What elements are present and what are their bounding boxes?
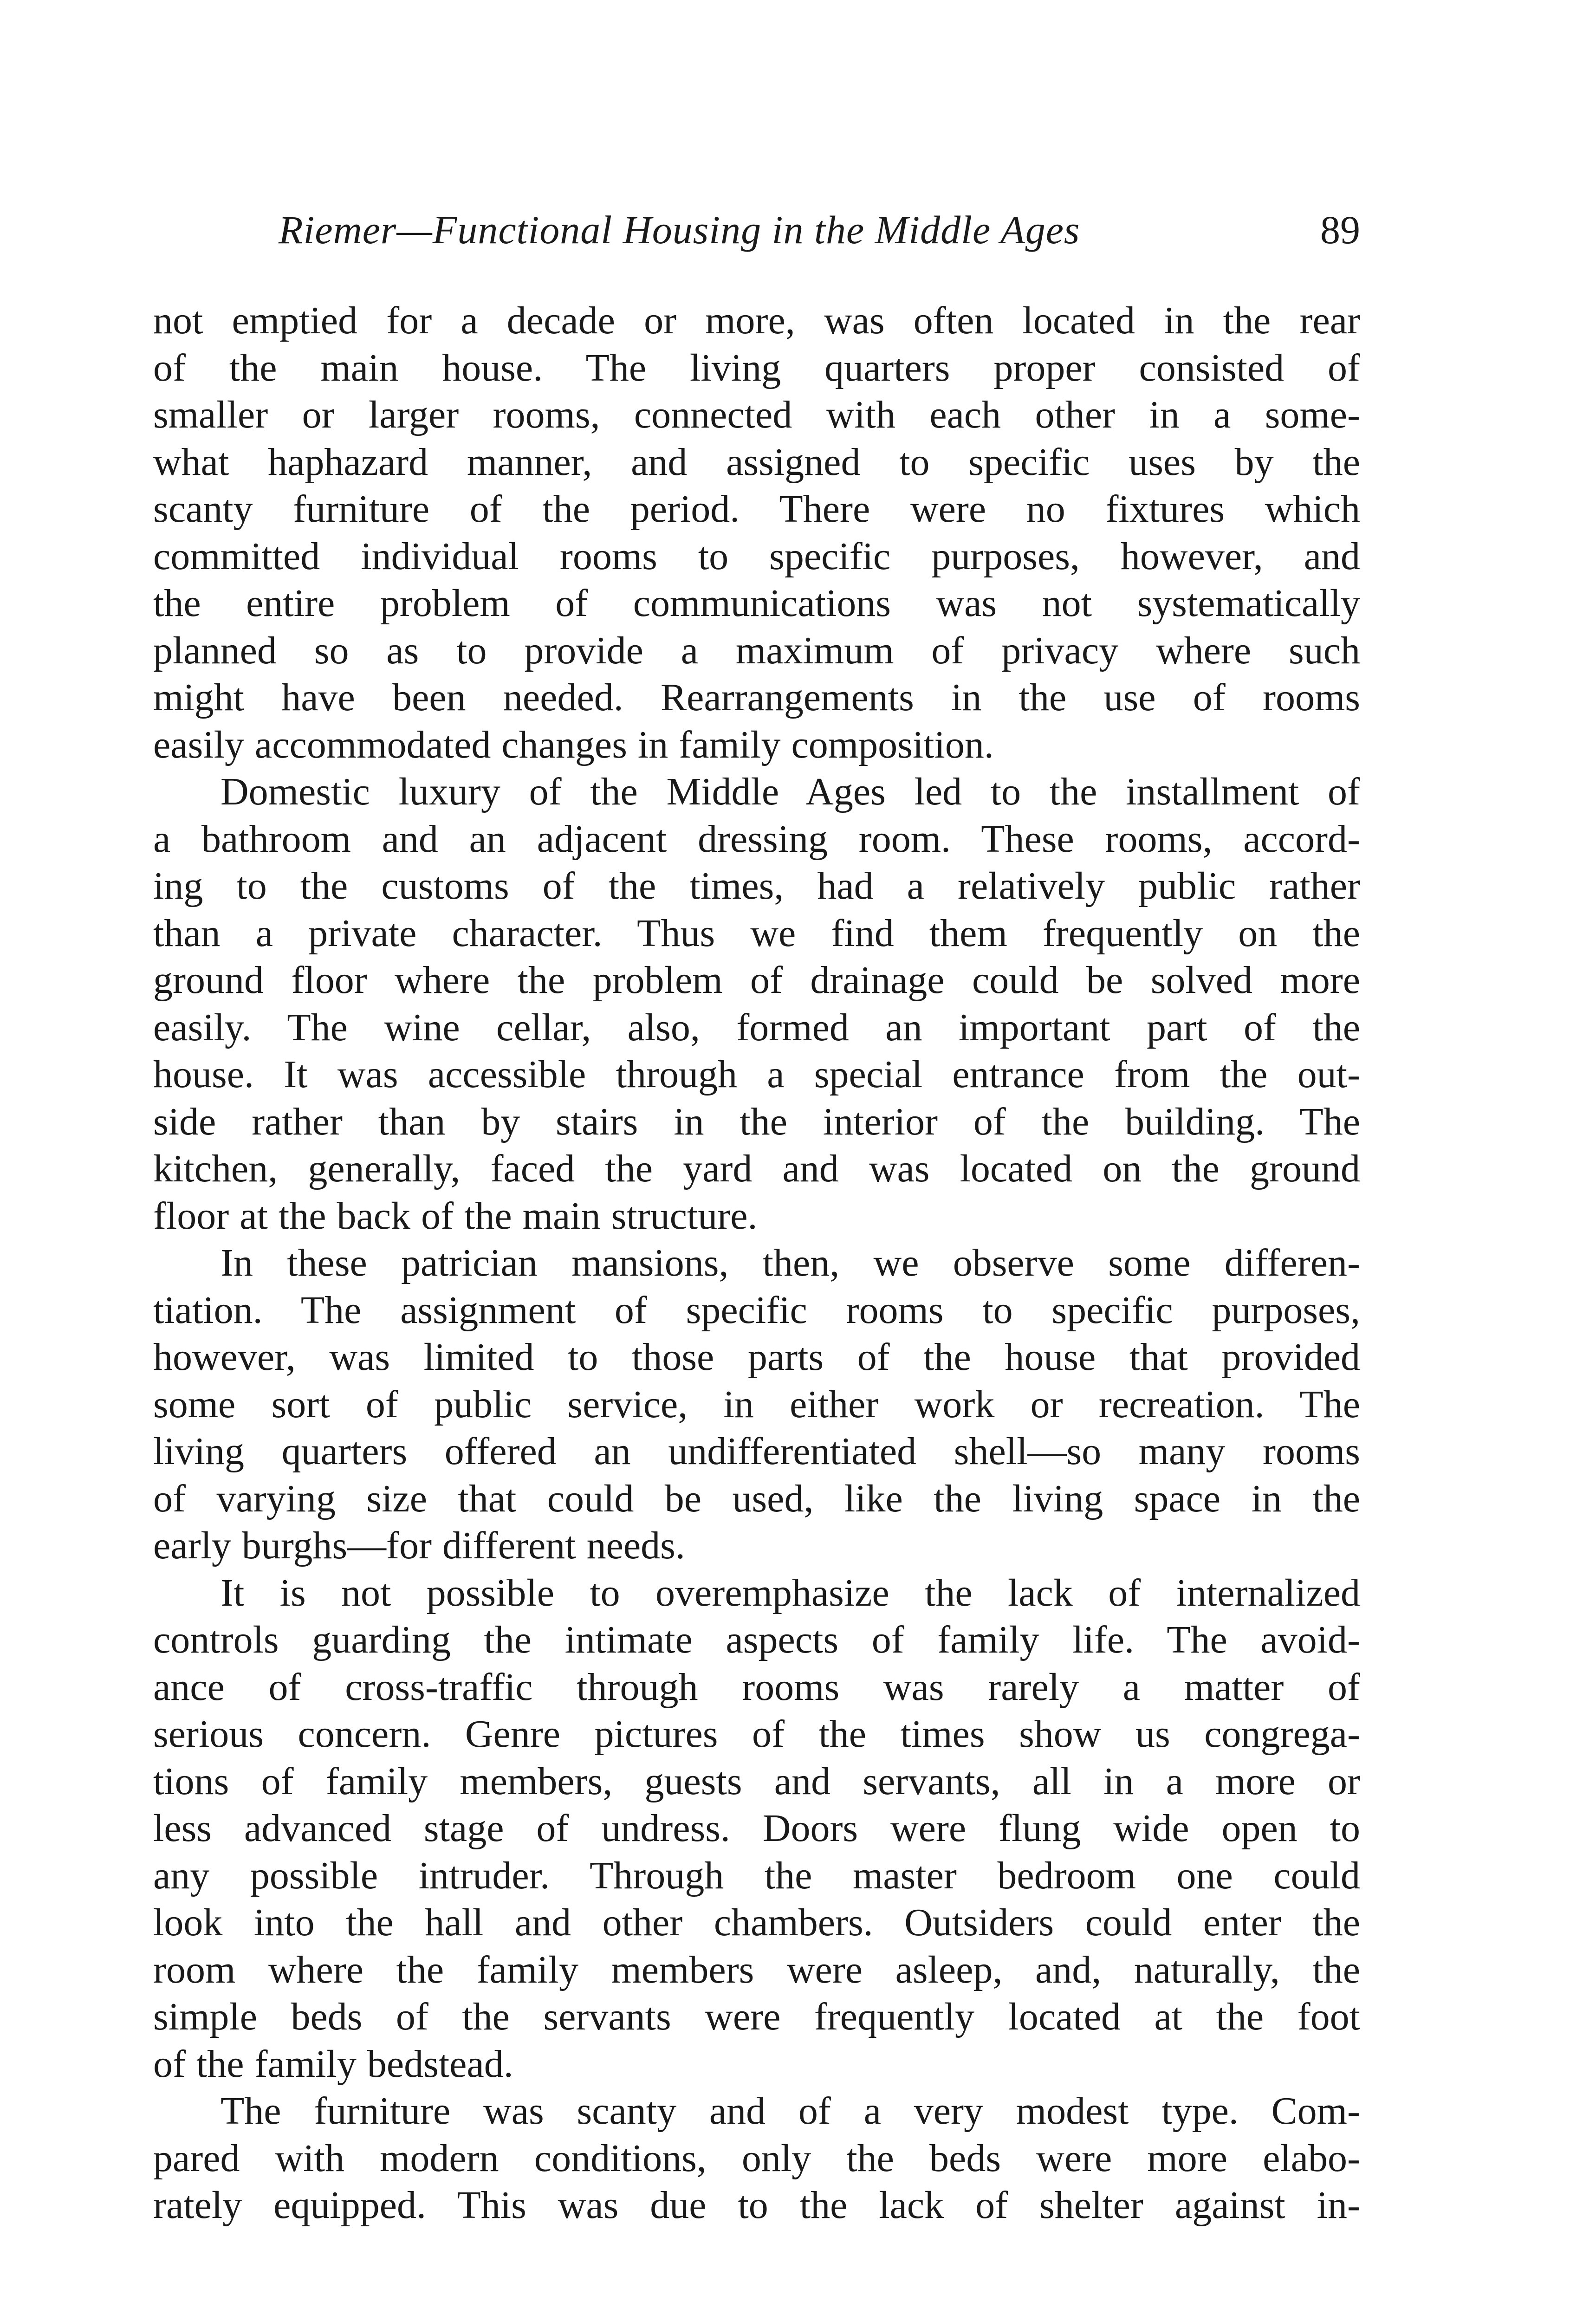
paragraph [153,297,1360,768]
text-line: not emptied for a decade or more, was often located in the rear [153,299,1360,342]
text-line: floor at the back of the main structure. [153,1194,758,1238]
text-line: less advanced stage of undress. Doors were flung wide open to [153,1807,1360,1850]
text-line: tiation. The assignment of specific rooms to specific purposes, [153,1288,1360,1332]
text-line: In these patrician mansions, then, we observe some differen- [221,1241,1360,1284]
text-line: look into the hall and other chambers. Outsiders could enter the [153,1901,1360,1944]
text-line: any possible intruder. Through the master bedroom one could [153,1854,1360,1897]
text-line: the entire problem of communications was not systematically [153,582,1360,625]
text-line: kitchen, generally, faced the yard and was located on the ground [153,1147,1360,1190]
text-line: tions of family members, guests and servants, all in a more or [153,1759,1360,1803]
text-line: controls guarding the intimate aspects of family life. The avoid- [153,1618,1360,1661]
text-line: rately equipped. This was due to the lack of shelter against in- [153,2184,1360,2227]
text-line: a bathroom and an adjacent dressing room. These rooms, accord- [153,817,1360,861]
text-line: committed individual rooms to specific purposes, however, and [153,534,1360,578]
text-line: planned so as to provide a maximum of privacy where such [153,629,1360,672]
text-line: ance of cross-traffic through rooms was rarely a matter of [153,1665,1360,1709]
text-line: ground floor where the problem of drainage could be solved more [153,959,1360,1002]
text-line: room where the family members were asleep, and, naturally, the [153,1948,1360,1991]
paragraph [153,1569,1360,2088]
text-line: however, was limited to those parts of the house that provided [153,1336,1360,1379]
running-head [279,204,1360,255]
text-line: of varying size that could be used, like the living space in the [153,1477,1360,1520]
text-line: early burghs—for different needs. [153,1524,685,1567]
text-line: easily. The wine cellar, also, formed an important part of the [153,1005,1360,1049]
paragraph [153,1239,1360,1569]
text-line: what haphazard manner, and assigned to specific uses by the [153,440,1360,484]
text-line: simple beds of the servants were frequently located at the foot [153,1995,1360,2038]
text-line: ing to the customs of the times, had a relatively public rather [153,864,1360,908]
text-line: serious concern. Genre pictures of the times show us congrega- [153,1712,1360,1756]
text-line: It is not possible to overemphasize the lack of internalized [221,1571,1360,1614]
text-line: living quarters offered an undifferentiated shell—so many rooms [153,1430,1360,1473]
text-line: some sort of public service, in either work or recreation. The [153,1382,1360,1426]
text-line: Domestic luxury of the Middle Ages led to the installment of [221,770,1360,813]
text-line: than a private character. Thus we find them frequently on the [153,911,1360,955]
text-line: pared with modern conditions, only the beds were more elabo- [153,2136,1360,2180]
text-line: of the main house. The living quarters proper consisted of [153,346,1360,389]
paragraph [153,2088,1360,2229]
text-line: The furniture was scanty and of a very modest type. Com- [221,2089,1360,2133]
text-line: house. It was accessible through a special entrance from the out- [153,1053,1360,1096]
paragraph [153,768,1360,1239]
text-line: side rather than by stairs in the interior of the building. The [153,1100,1360,1143]
running-head-title: Riemer—Functional Housing in the Middle Ages [279,207,1080,252]
page-number: 89 [1320,207,1360,252]
text-line: scanty furniture of the period. There were no fixtures which [153,487,1360,531]
text-line: might have been needed. Rearrangements in the use of rooms [153,676,1360,719]
text-line: of the family bedstead. [153,2042,513,2086]
body-text [153,297,1360,2229]
text-line: easily accommodated changes in family composition. [153,723,994,766]
text-line: smaller or larger rooms, connected with each other in a some- [153,393,1360,436]
